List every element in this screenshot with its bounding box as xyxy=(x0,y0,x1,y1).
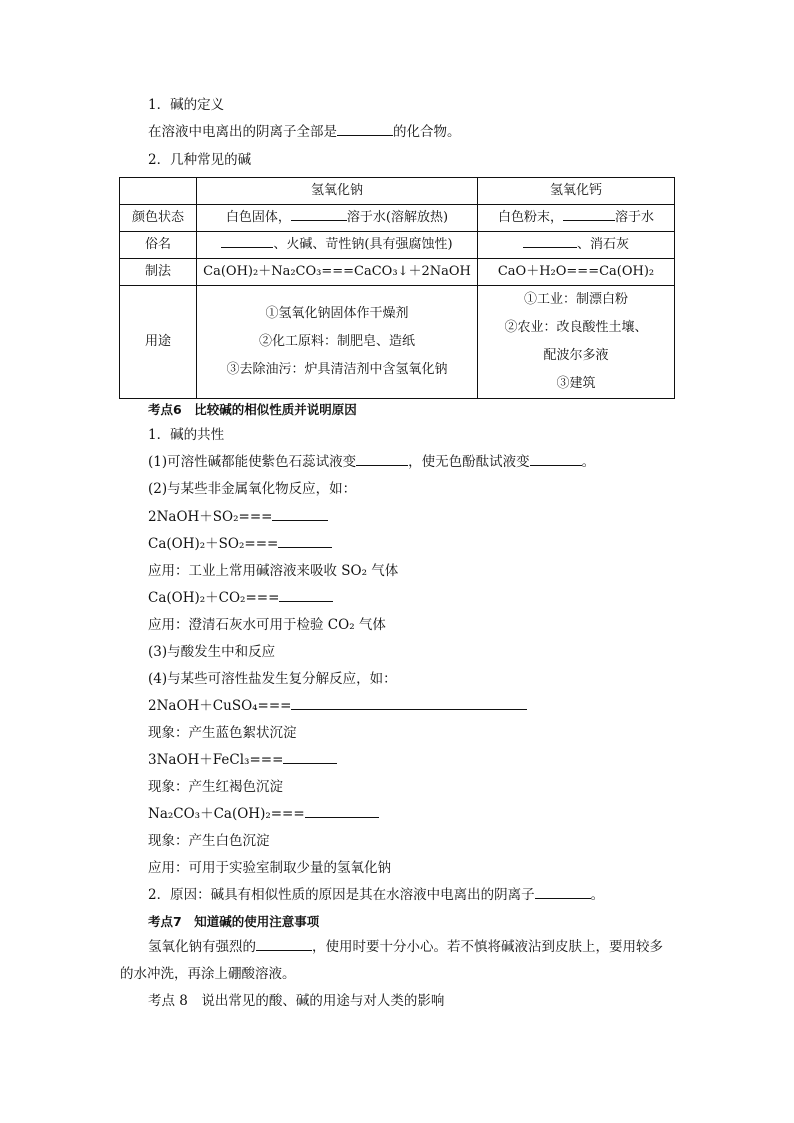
definition-text-before: 在溶液中电离出的阴离子全部是 xyxy=(148,124,337,140)
row-label-color: 颜色状态 xyxy=(120,205,197,232)
cell-text: 溶于水 xyxy=(615,210,655,225)
base-definition-line xyxy=(148,123,461,141)
equation-text: 2NaOH＋SO₂=== xyxy=(148,509,273,525)
kp7-line2: 的水冲洗，再涂上硼酸溶液。 xyxy=(120,966,296,982)
equation-naoh-cuso4 xyxy=(148,697,527,715)
equation-caoh-so2 xyxy=(148,535,332,553)
kp6-p3: (3)与酸发生中和反应 xyxy=(148,644,276,660)
table-header-naoh: 氢氧化钠 xyxy=(197,178,478,205)
p1-text: 。 xyxy=(581,454,596,470)
equation-text: 3NaOH＋FeCl₃=== xyxy=(148,752,284,768)
table-row-alias xyxy=(120,232,675,259)
definition-text-after: 的化合物。 xyxy=(393,124,461,140)
cell-text: 、消石灰 xyxy=(576,237,629,252)
naoh-use-item: ②化工原料：制肥皂、造纸 xyxy=(258,334,415,349)
reason-text: 2．原因：碱具有相似性质的原因是其在水溶液中电离出的阴离子 xyxy=(148,887,535,903)
section-title-common-bases: 2．几种常见的碱 xyxy=(148,152,252,168)
caoh-use-item: ②农业：改良酸性土壤、 xyxy=(504,320,648,335)
phenomenon-blue: 现象：产生蓝色絮状沉淀 xyxy=(148,725,297,741)
kp6-reason xyxy=(148,886,604,904)
cell-caoh-alias xyxy=(478,232,675,259)
cell-naoh-color xyxy=(197,205,478,232)
answer-blank[interactable] xyxy=(563,208,615,221)
kp7-line1 xyxy=(148,938,663,956)
kp6-p4: (4)与某些可溶性盐发生复分解反应，如： xyxy=(148,671,397,687)
table-header-empty xyxy=(120,178,197,205)
cell-naoh-use xyxy=(197,286,478,399)
cell-caoh-use xyxy=(478,286,675,399)
cell-caoh-prep: CaO＋H₂O===Ca(OH)₂ xyxy=(478,259,675,286)
cell-naoh-alias xyxy=(197,232,478,259)
table-row-use xyxy=(120,286,675,399)
kp6-heading: 考点6 比较碱的相似性质并说明原因 xyxy=(148,402,357,417)
answer-blank[interactable] xyxy=(256,938,312,951)
answer-blank[interactable] xyxy=(337,123,393,136)
kp7-heading: 考点7 知道碱的使用注意事项 xyxy=(148,914,320,929)
answer-blank[interactable] xyxy=(279,589,333,602)
application-naoh-prep: 应用：可用于实验室制取少量的氢氧化钠 xyxy=(148,860,391,876)
equation-naoh-fecl3 xyxy=(148,751,337,769)
cell-naoh-prep: Ca(OH)₂＋Na₂CO₃===CaCO₃↓＋2NaOH xyxy=(197,259,478,286)
common-bases-table xyxy=(119,177,675,399)
answer-blank[interactable] xyxy=(356,453,408,466)
caoh-use-item: 配波尔多液 xyxy=(543,348,609,363)
equation-na2co3-caoh xyxy=(148,805,379,823)
phenomenon-white: 现象：产生白色沉淀 xyxy=(148,833,270,849)
phenomenon-red-brown: 现象：产生红褐色沉淀 xyxy=(148,779,283,795)
answer-blank[interactable] xyxy=(291,697,527,710)
p1-text: (1)可溶性碱都能使紫色石蕊试液变 xyxy=(148,454,357,470)
answer-blank[interactable] xyxy=(283,751,337,764)
cell-text: 、火碱、苛性钠(具有强腐蚀性) xyxy=(273,237,453,252)
table-row-prep xyxy=(120,259,675,286)
application-co2: 应用：澄清石灰水可用于检验 CO₂ 气体 xyxy=(148,617,386,633)
cell-text: 溶于水(溶解放热) xyxy=(346,210,449,225)
equation-text: Ca(OH)₂＋CO₂=== xyxy=(148,590,280,606)
answer-blank[interactable] xyxy=(535,886,591,899)
section-title-base-definition: 1．碱的定义 xyxy=(148,97,225,113)
answer-blank[interactable] xyxy=(530,453,582,466)
reason-text: 。 xyxy=(590,887,605,903)
answer-blank[interactable] xyxy=(278,535,332,548)
p1-text: ，使无色酚酞试液变 xyxy=(408,454,530,470)
caoh-use-item: ③建筑 xyxy=(556,376,596,391)
kp6-p2: (2)与某些非金属氧化物反应，如： xyxy=(148,481,357,497)
row-label-prep: 制法 xyxy=(120,259,197,286)
table-header-caoh: 氢氧化钙 xyxy=(478,178,675,205)
cell-text: 白色固体， xyxy=(225,210,291,225)
kp6-p1 xyxy=(148,453,595,471)
naoh-use-item: ①氢氧化钠固体作干燥剂 xyxy=(265,306,409,321)
cell-text: 白色粉末， xyxy=(497,210,563,225)
row-label-alias: 俗名 xyxy=(120,232,197,259)
naoh-use-item: ③去除油污：炉具清洁剂中含氢氧化钠 xyxy=(226,362,448,377)
answer-blank[interactable] xyxy=(523,235,577,248)
kp7-text: 氢氧化钠有强烈的 xyxy=(148,939,256,955)
caoh-use-item: ①工业：制漂白粉 xyxy=(523,292,628,307)
table-header-row xyxy=(120,178,675,205)
kp8-heading: 考点 8 说出常见的酸、碱的用途与对人类的影响 xyxy=(148,993,445,1009)
row-label-use: 用途 xyxy=(120,286,197,399)
application-so2: 应用：工业上常用碱溶液来吸收 SO₂ 气体 xyxy=(148,563,399,579)
answer-blank[interactable] xyxy=(272,508,328,521)
answer-blank[interactable] xyxy=(305,805,379,818)
answer-blank[interactable] xyxy=(221,235,273,248)
equation-caoh-co2 xyxy=(148,589,333,607)
equation-text: Na₂CO₃＋Ca(OH)₂=== xyxy=(148,806,305,822)
kp7-text: ，使用时要十分小心。若不慎将碱液沾到皮肤上，要用较多 xyxy=(312,939,663,955)
equation-text: Ca(OH)₂＋SO₂=== xyxy=(148,536,279,552)
kp6-sub1: 1．碱的共性 xyxy=(148,427,225,443)
equation-text: 2NaOH＋CuSO₄=== xyxy=(148,698,292,714)
answer-blank[interactable] xyxy=(291,208,347,221)
table-row-color xyxy=(120,205,675,232)
cell-caoh-color xyxy=(478,205,675,232)
equation-naoh-so2 xyxy=(148,508,328,526)
